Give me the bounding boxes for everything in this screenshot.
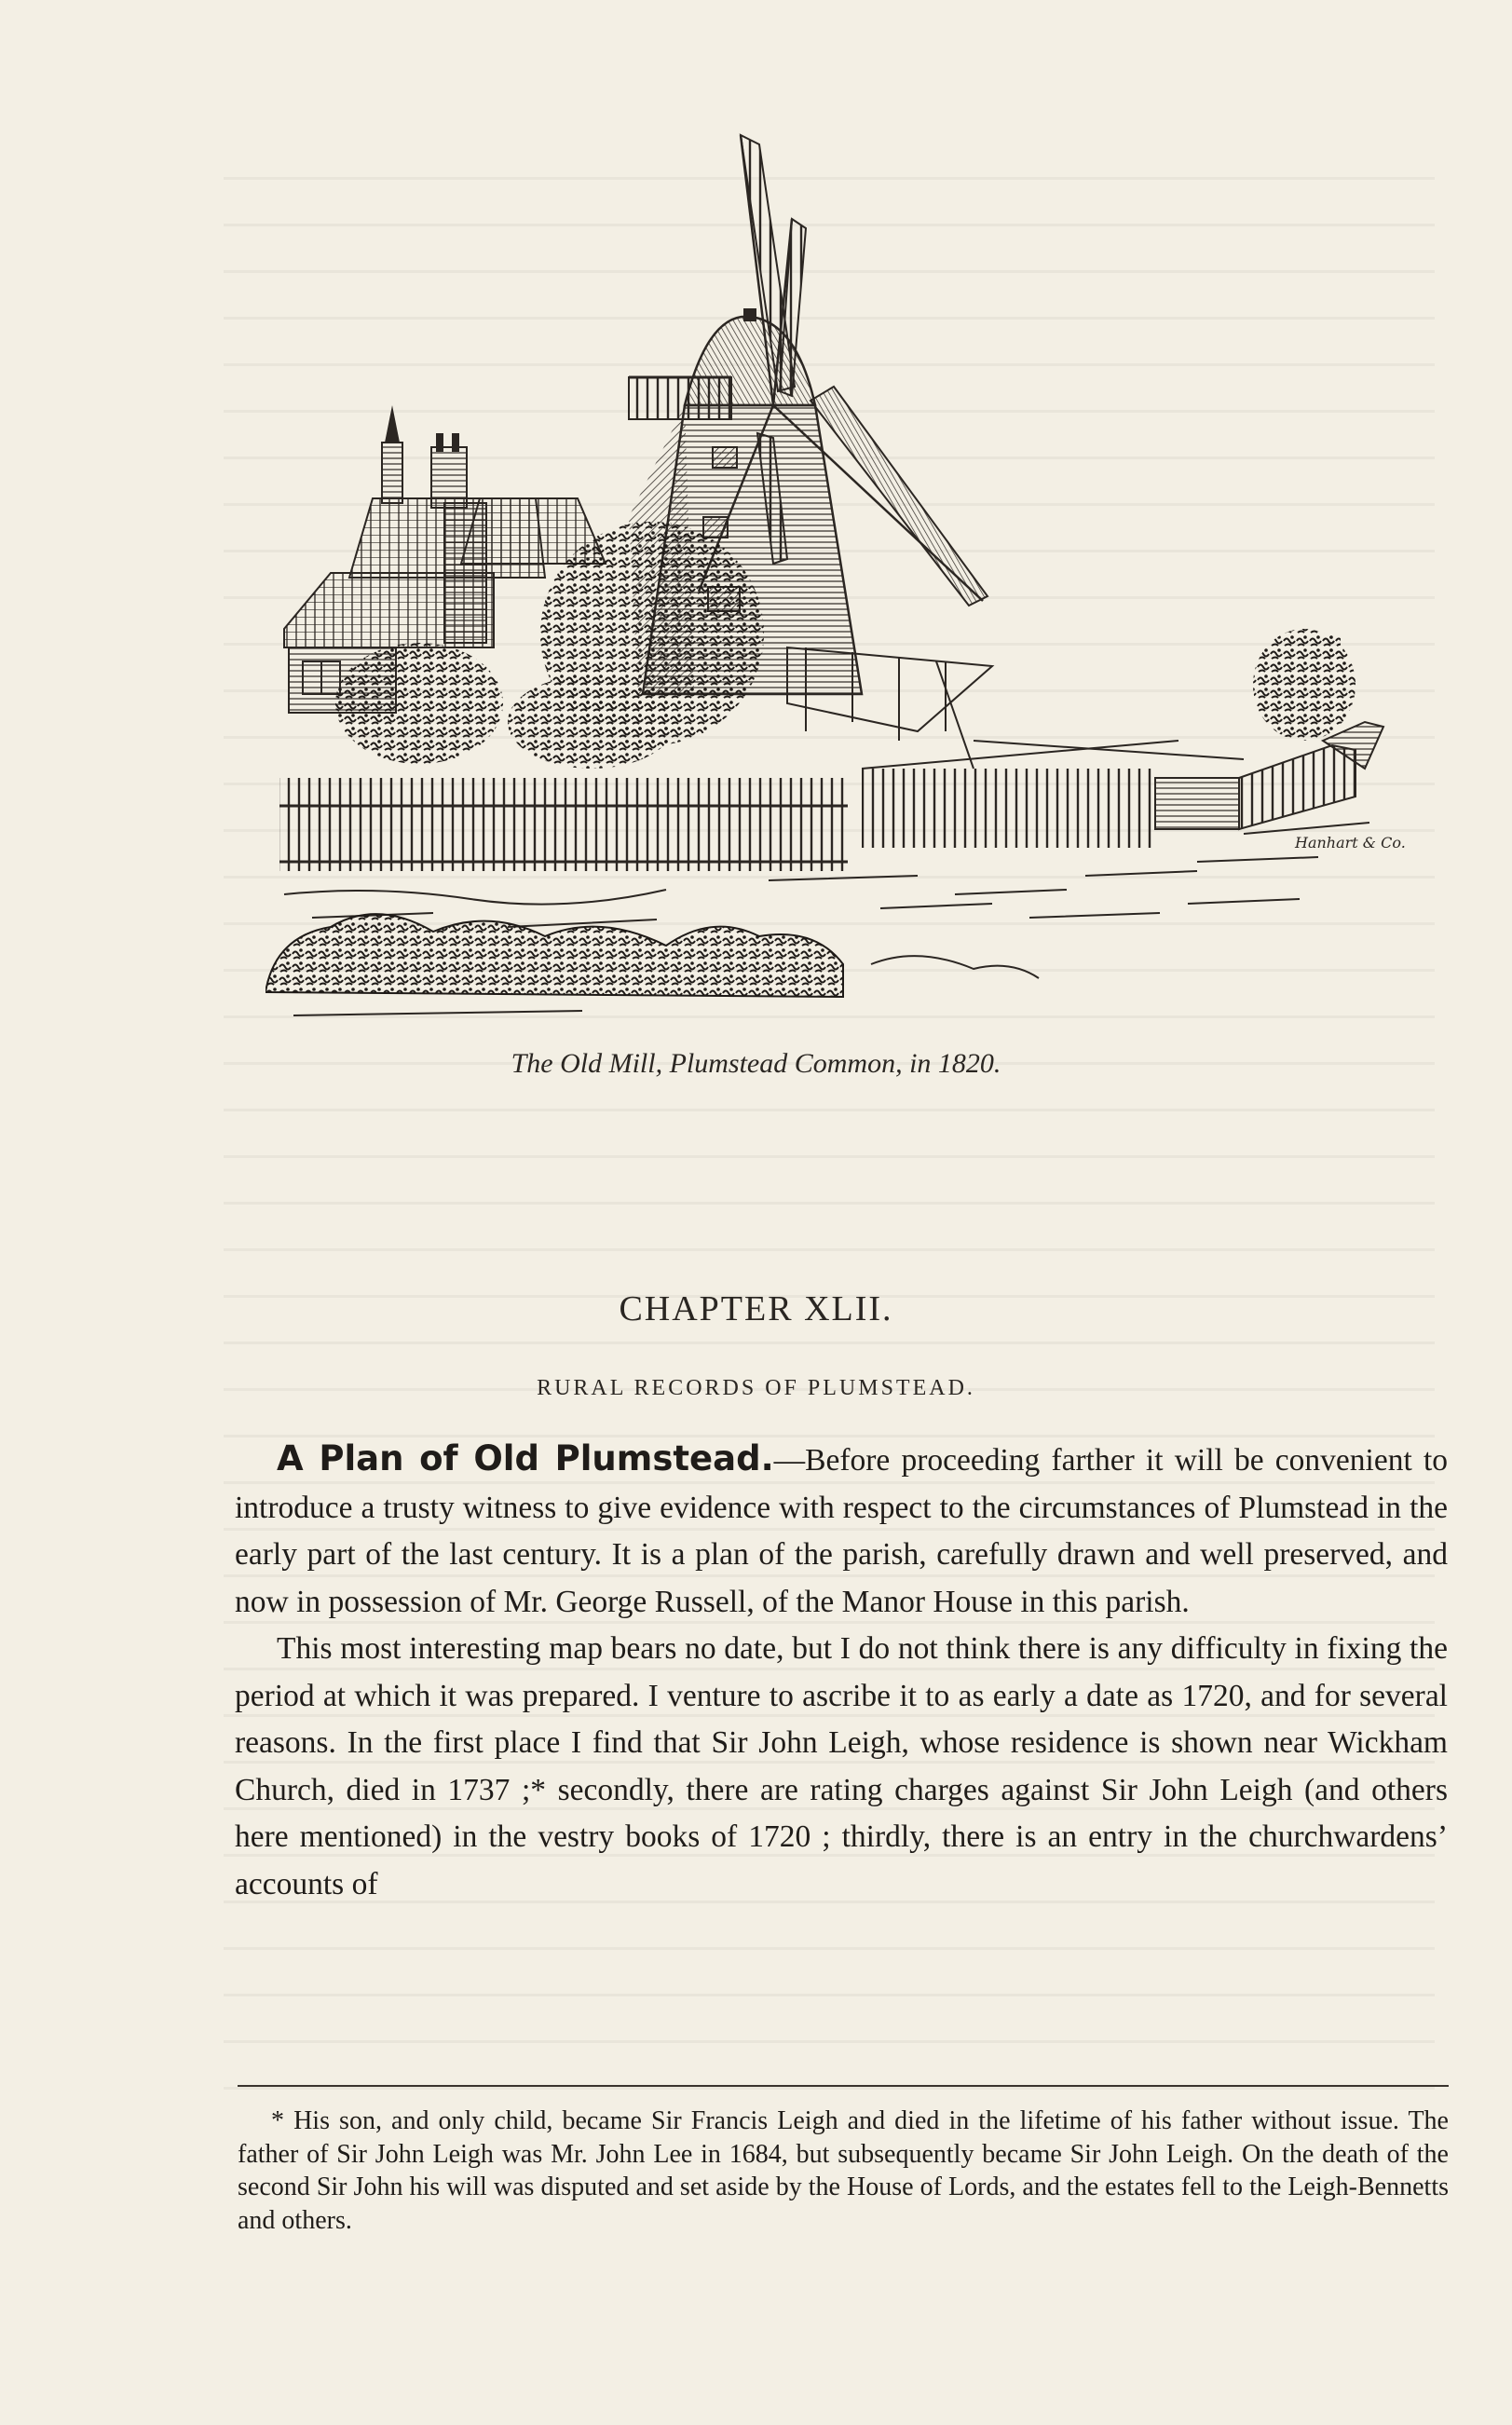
- chapter-title: CHAPTER XLII.: [619, 1289, 893, 1328]
- old-mill-engraving: [266, 126, 1416, 1029]
- paragraph-1: [235, 1436, 1448, 1626]
- footnote: [238, 2105, 1449, 2237]
- footnote-rule: [238, 2085, 1449, 2087]
- paragraph-1-text: —Before proceeding farther it will be convenient to introduce a trusty witness to give evidence with respect to the circumstances of Plumstead in the early part of the last century. It is a plan of the parish, carefully drawn and well preserved, and now in possession of Mr. George Russell, of the Manor House in this parish.: [235, 1443, 1448, 1619]
- foreground-bushes: [266, 914, 1039, 1015]
- footnote-text: * His son, and only child, became Sir Francis Leigh and died in the lifetime of his father without issue. The father of Sir John Leigh was Mr. John Lee in 1684, but subsequently became Sir John Leigh. On the death of the second Sir John his will was disputed and set aside by the House of Lords, and the estates fell to the Leigh-Bennetts and others.: [238, 2106, 1449, 2235]
- section-lead: A Plan of Old Plumstead.: [277, 1438, 774, 1478]
- engraver-signature: Hanhart & Co.: [1295, 834, 1406, 851]
- chapter-subtitle: RURAL RECORDS OF PLUMSTEAD.: [537, 1376, 975, 1400]
- body-text: [235, 1436, 1448, 1908]
- illustration-caption: The Old Mill, Plumstead Common, in 1820.: [511, 1048, 1001, 1079]
- paragraph-2: This most interesting map bears no date, but I do not think there is any difficulty in fixing the period at which it was prepared. I venture to ascribe it to as early a date as 1720, and for several reasons. In the first place I find that Sir John Leigh, whose residence is shown near Wickham Church, died in 1737 ;* secondly, there are rating charges against Sir John Leigh (and others here mentioned) in the vestry books of 1720 ; thirdly, there is an entry in the churchwardens’ accounts of: [235, 1631, 1448, 1901]
